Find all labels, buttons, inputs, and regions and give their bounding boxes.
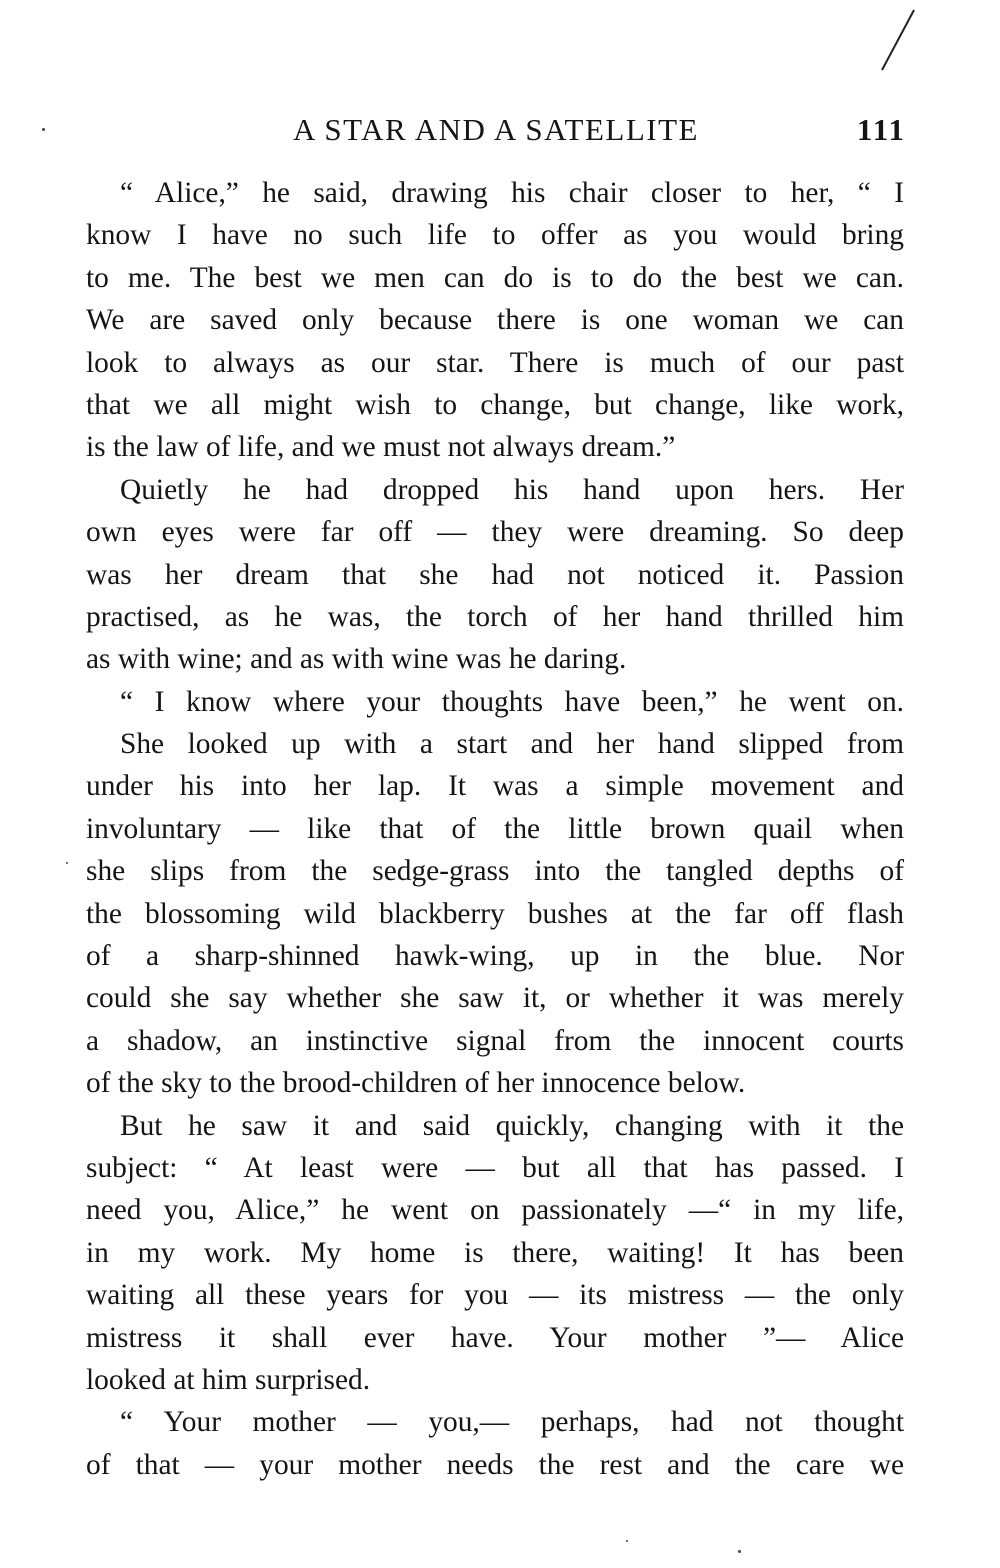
text-line: looked at him surprised. [86,1363,371,1396]
text-line: “ I know where your thoughts have been,” he went on. [120,685,904,718]
running-title: A STAR AND A SATELLITE [293,112,699,147]
text-line: “ Alice,” he said, drawing his chair closer to her, “ I [120,177,904,209]
page-number: 111 [856,112,906,147]
text-line: subject: “ At least were — but all that has passed. I [86,1151,904,1184]
text-line: of the sky to the brood-children of her innocence below. [86,1067,746,1100]
text-line: in my work. My home is there, waiting! It has been [86,1236,904,1269]
text-line: mistress it shall ever have. Your mother ”— Alice [86,1321,904,1354]
text-line: look to always as our star. There is much of our past [86,346,904,379]
text-line: could she say whether she saw it, or whether it was merely [86,982,904,1015]
text-line: is the law of life, and we must not always dream.” [86,431,676,464]
text-line: that we all might wish to change, but change, like work, [86,388,904,421]
text-line: a shadow, an instinctive signal from the innocent courts [86,1024,904,1057]
text-line: Quietly he had dropped his hand upon hers. Her [120,473,904,506]
body-text [86,172,904,1486]
text-line: practised, as he was, the torch of her hand thrilled him [86,600,904,633]
text-line: involuntary — like that of the little brown quail when [86,812,904,845]
text-line: was her dream that she had not noticed it. Passion [86,558,904,591]
text-line: waiting all these years for you — its mistress — the only [86,1279,904,1312]
text-line: as with wine; and as with wine was he daring. [86,643,627,676]
text-line: “ Your mother — you,— perhaps, had not thought [120,1406,904,1439]
text-line: of that — your mother needs the rest and the care we [86,1448,904,1481]
text-line: But he saw it and said quickly, changing with it the [120,1109,904,1142]
text-line: under his into her lap. It was a simple movement and [86,770,904,803]
text-line: own eyes were far off — they were dreaming. So deep [86,516,904,549]
text-line: of a sharp-shinned hawk-wing, up in the blue. Nor [86,940,904,973]
text-line: she slips from the sedge-grass into the tangled depths of [86,855,904,888]
print-speck [626,1540,628,1542]
print-speck [42,128,45,131]
print-speck [738,1550,741,1553]
text-line: need you, Alice,” he went on passionately —“ in my life, [86,1194,904,1227]
pencil-slash-mark [878,8,918,72]
text-line: know I have no such life to offer as you would bring [86,219,904,252]
text-line: She looked up with a start and her hand slipped from [120,728,904,761]
text-line: We are saved only because there is one woman we can [86,304,904,337]
print-speck [66,862,68,864]
text-line: the blossoming wild blackberry bushes at the far off flash [86,897,904,930]
page-header [86,108,906,152]
text-line: to me. The best we men can do is to do the best we can. [86,261,904,294]
